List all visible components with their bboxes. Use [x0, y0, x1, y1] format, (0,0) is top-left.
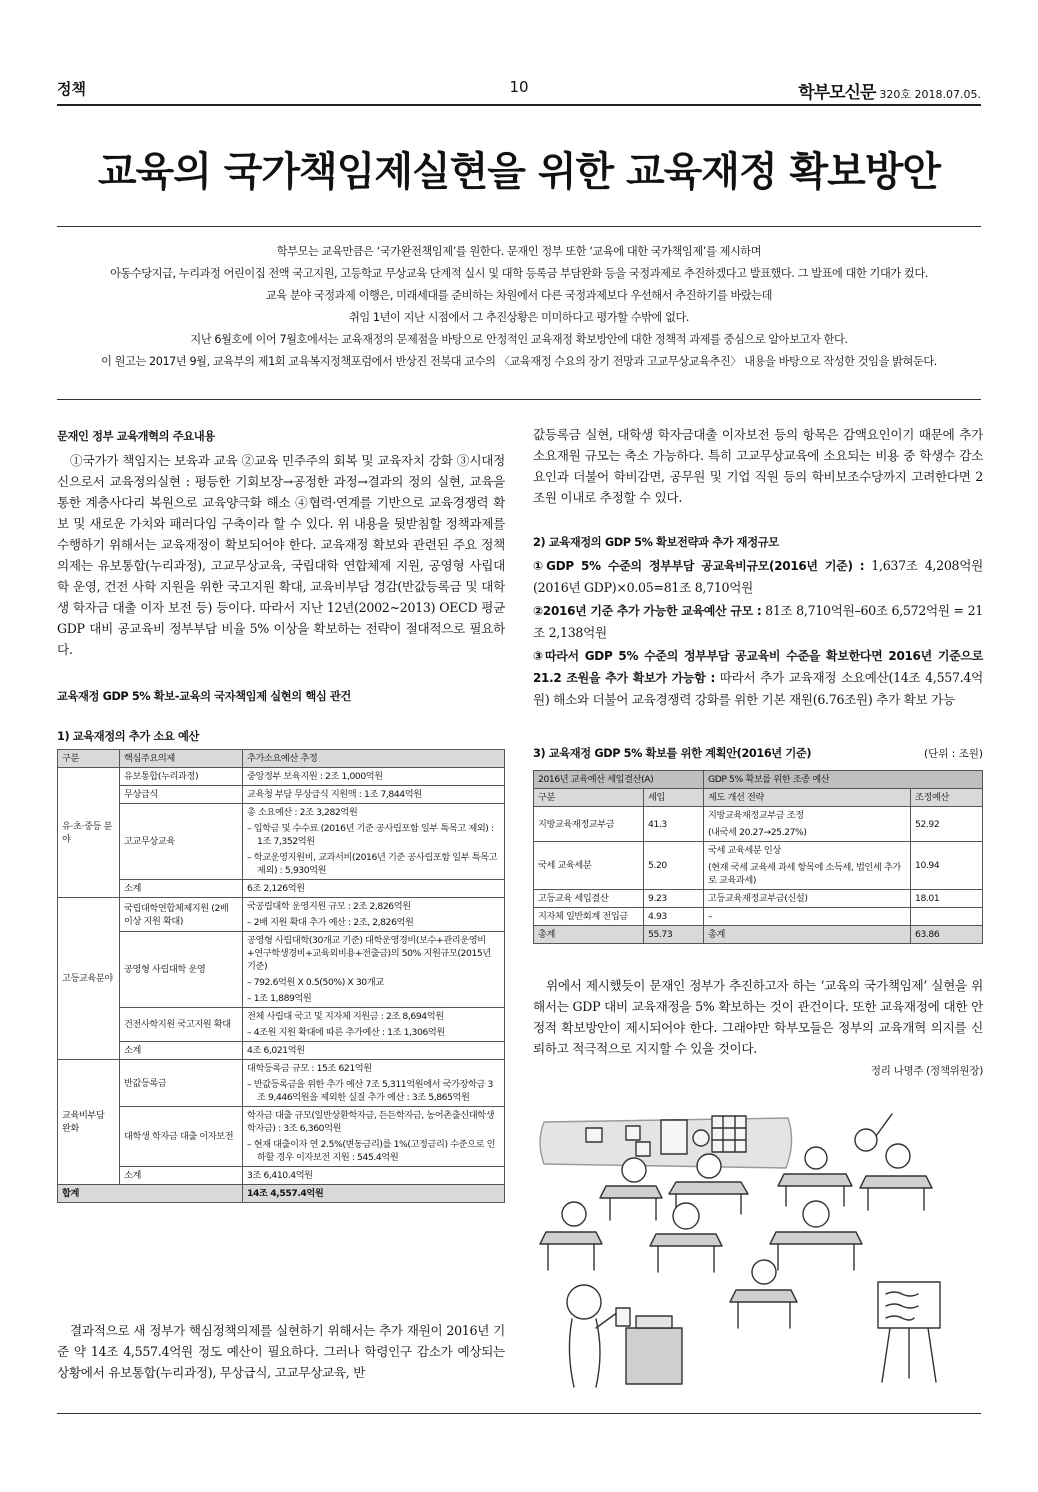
budget-cell [243, 1107, 505, 1167]
classroom-illustration [526, 1102, 956, 1392]
table-row [534, 908, 983, 926]
section-heading: 문재인 정부 교육개혁의 주요내용 [57, 430, 215, 443]
page-header [57, 78, 981, 104]
column-header: 핵심주요의제 [120, 750, 243, 768]
total-value: 55.73 [644, 926, 704, 944]
topic-cell: 대학생 학자금 대출 이자보전 [120, 1107, 243, 1167]
budget-cell: 6조 2,126억원 [243, 880, 505, 898]
revenue-cell: 9.23 [644, 890, 704, 908]
right-column-bottom [533, 975, 983, 1082]
subsection-heading: 3) 교육재정 GDP 5% 확보를 위한 계획안(2016년 기준) [533, 747, 812, 760]
budget-line: – 반값등록금을 위한 추가 예산 7조 5,311억원에서 국가장학금 3조 9,446억원을 제외한 실질 추가 예산 : 3조 5,865억원 [247, 1079, 494, 1103]
strategy-line: 지방교육재정교부금 조정 [708, 810, 804, 821]
budget-cell [243, 898, 505, 932]
right-column [533, 424, 983, 710]
budget-cell [243, 804, 505, 880]
topic-cell: 국립대학연합체제지원 (2배 이상 지원 확대) [120, 898, 243, 932]
masthead [798, 78, 981, 103]
strategy-item [533, 555, 983, 598]
category-cell: 유·초·중등 분야 [58, 768, 120, 898]
table-row [58, 1042, 505, 1060]
topic-cell: 소계 [120, 1042, 243, 1060]
budget-line: – 현재 대출이자 연 2.5%(변동금리)를 1%(고정금리) 수준으로 인하할 경우 이자보전 지원 : 545.4억원 [247, 1139, 496, 1163]
gdp-plan-table [533, 770, 983, 944]
table-row [58, 932, 505, 1008]
item-cell: 지자체 일반회계 전입금 [534, 908, 644, 926]
budget-line: – 792.6억원 X 0.5(50%) X 30개교 [247, 977, 384, 988]
section-label: 정책 [57, 80, 86, 98]
subsection-heading: 2) 교육재정의 GDP 5% 확보전략과 추가 재정규모 [533, 536, 779, 549]
group-header: GDP 5% 확보를 위한 조종 예산 [704, 771, 983, 789]
section-heading: 교육재정 GDP 5% 확보-교육의 국자책임제 실현의 핵심 관건 [57, 690, 351, 703]
category-cell: 교육비부담 완화 [58, 1060, 120, 1185]
masthead-logo: 학부모신문 [798, 83, 876, 103]
topic-cell: 무상급식 [120, 786, 243, 804]
intro-line: 취임 1년이 지난 시점에서 그 추진상황은 미미하다고 평가할 수밖에 없다. [348, 311, 690, 324]
topic-cell: 반값등록금 [120, 1060, 243, 1107]
issue-info: 320호 2018.07.05. [879, 88, 981, 101]
table-row [58, 1008, 505, 1042]
revenue-cell: 4.93 [644, 908, 704, 926]
subsection-heading: 1) 교육재정의 추가 소요 예산 [57, 730, 199, 743]
budget-cell: 4조 6,021억원 [243, 1042, 505, 1060]
article-title: 교육의 국가책임제실현을 위한 교육재정 확보방안 [97, 149, 941, 195]
total-value: 63.86 [911, 926, 983, 944]
intro-rule [57, 399, 981, 400]
strategy-text: 81조 8,710억원–60조 6,572억원 = 21조 2,138억원 [533, 603, 983, 640]
budget-line: 총 소요예산 : 2조 3,282억원 [247, 807, 358, 818]
total-row [58, 1185, 505, 1203]
item-cell: 고등교육 세입결산 [534, 890, 644, 908]
strategy-cell: 고등교육재정교부금(신설) [704, 890, 911, 908]
intro-line: 지난 6월호에 이어 7월호에서는 교육재정의 문제점을 바탕으로 안정적인 교육재정 확보방안에 대한 정책적 과제를 중심으로 알아보고자 한다. [190, 333, 848, 346]
title-rule [57, 226, 981, 227]
budget-cell [243, 1060, 505, 1107]
unit-label: (단위 : 조원) [924, 748, 983, 760]
strategy-label: ①GDP 5% 수준의 정부부담 공교육비규모(2016년 기준) : [533, 559, 865, 573]
column-header: 세입 [644, 789, 704, 807]
column-header: 구분 [58, 750, 120, 768]
adjusted-cell: 52.92 [911, 807, 983, 842]
budget-line: 대학등록금 규모 : 15조 621억원 [247, 1063, 372, 1074]
total-label: 합계 [58, 1185, 243, 1203]
table-row [534, 842, 983, 890]
budget-line: – 2배 지원 확대 추가 예산 : 2조, 2,826억원 [247, 917, 414, 928]
total-label: 총계 [534, 926, 644, 944]
strategy-label: ②2016년 기준 추가 가능한 교육예산 규모 : [533, 604, 762, 618]
item-cell: 지방교육재정교부금 [534, 807, 644, 842]
total-value: 14조 4,557.4억원 [243, 1185, 505, 1203]
body-paragraph: ①국가가 책임지는 보육과 교육 ②교육 민주주의 회복 및 교육자치 강화 ③시대정신으로서 교육정의실현 : 평등한 기회보장→공정한 과정→결과의 정의 실현, 교육을 통한 계층사다리 복원으로 교육양극화 해소 ④협력·연계를 기반으로 교육경쟁력 확보 및 새로운 가치와 패러다임 구축이라 할 수 있다. 위 내용을 뒷받침할 정책과제를 수행하기 위해서는 교육재정이 확보되어야 한다. 교육재정 확보와 관련된 주요 정책의제는 유보통합(누리과정), 고교무상교육, 국립대학 연합체제 지원, 공영형 사립대학 운영, 건전 사학 지원을 위한 국고지원 확대, 교육비부담 경감(반값등록금 및 대학생 학자금 대출 이자 보전 등) 등이다. 따라서 지난 12년(2002~2013) OECD 평균 GDP 대비 공교육비 정부부담 비율 5% 이상을 확보하는 전략이 절대적으로 필요하다. [57, 453, 505, 657]
budget-line: – 1조 1,889억원 [247, 993, 312, 1004]
revenue-cell: 5.20 [644, 842, 704, 890]
budget-cell: 중앙정부 보육지원 : 2조 1,000억원 [243, 768, 505, 786]
topic-cell: 소계 [120, 1167, 243, 1185]
total-row [534, 926, 983, 944]
page-number: 10 [509, 78, 529, 96]
table-row [58, 768, 505, 786]
strategy-item [533, 645, 983, 710]
table-row [534, 807, 983, 842]
strategy-text: 1,637조 4,208억원(2016년 GDP)×0.05=81조 8,710억원 [533, 558, 983, 595]
adjusted-cell: 10.94 [911, 842, 983, 890]
table-row [58, 804, 505, 880]
topic-cell: 공영형 사립대학 운영 [120, 932, 243, 1008]
column-header: 추가소요예산 추정 [243, 750, 505, 768]
intro-line: 이 원고는 2017년 9월, 교육부의 제1회 교육복지정책포럼에서 반상진 전북대 교수의 〈교육재정 수요의 장기 전망과 고교무상교육추진〉 내용을 바탕으로 작성한 것임을 밝혀둔다. [101, 355, 937, 368]
table-row [58, 898, 505, 932]
adjusted-cell: 18.01 [911, 890, 983, 908]
column-header: 제도 개선 전략 [704, 789, 911, 807]
additional-budget-table [57, 749, 505, 1203]
strategy-text: 따라서 추가 교육재정 소요예산(14조 4,557.4억원) 해소와 더불어 교육경쟁력 강화를 위한 기본 재원(6.76조원) 추가 확보 가능 [533, 670, 983, 707]
column-header: 조정예산 [911, 789, 983, 807]
topic-cell: 소계 [120, 880, 243, 898]
budget-line: 전체 사립대 국고 및 지자체 지원금 : 2조 8,694억원 [247, 1011, 444, 1022]
table-row [58, 880, 505, 898]
intro-lead [57, 241, 981, 373]
group-header: 2016년 교육예산 세입결산(A) [534, 771, 704, 789]
body-paragraph: 위에서 제시했듯이 문재인 정부가 추진하고자 하는 ‘교육의 국가책임제’ 실현을 위해서는 GDP 대비 교육재정을 5% 확보하는 것이 관건이다. 또한 교육재정에 대한 안정적 확보방안이 제시되어야 한다. 그래야만 학부모들은 정부의 교육개혁 의지를 신뢰하고 적극적으로 지지할 수 있을 것이다. [533, 978, 983, 1056]
footer-rule [57, 1413, 981, 1414]
budget-line: – 입학금 및 수수료 (2016년 기준 공사립포함 일부 특목고 제외) : 1조 7,352억원 [247, 823, 494, 847]
table-row [534, 890, 983, 908]
item-cell: 국세 교육세분 [534, 842, 644, 890]
table-row [58, 1107, 505, 1167]
intro-line: 교육 분야 국정과제 이행은, 미래세대를 준비하는 차원에서 다른 국정과제보다 우선해서 추진하기를 바랐는데 [265, 289, 773, 302]
column-header: 구분 [534, 789, 644, 807]
strategy-cell: – [704, 908, 911, 926]
table-row [58, 786, 505, 804]
left-column-bottom [57, 1320, 505, 1383]
table2-caption [533, 745, 983, 761]
budget-cell: 3조 6,410.4억원 [243, 1167, 505, 1185]
budget-line: – 4조원 지원 확대에 따른 추가예산 : 1조 1,306억원 [247, 1027, 445, 1038]
body-paragraph: 결과적으로 새 정부가 핵심정책의제를 실현하기 위해서는 추가 재원이 2016년 기준 약 14조 4,557.4억원 정도 예산이 필요하다. 그러나 학령인구 감소가 예상되는 상황에서 유보통합(누리과정), 무상급식, 고교무상교육, 반 [57, 1323, 505, 1380]
strategy-line: 국세 교육세분 인상 [708, 845, 781, 856]
strategy-cell [704, 842, 911, 890]
strategy-cell [704, 807, 911, 842]
strategy-item [533, 600, 983, 643]
budget-cell [243, 1008, 505, 1042]
budget-cell: 교육청 부담 무상급식 지원액 : 1조 7,844억원 [243, 786, 505, 804]
budget-line: 학자금 대출 규모(일반상환학자금, 든든학자금, 농어촌출신대학생학자금) : 3조 6,360억원 [247, 1110, 495, 1134]
intro-line: 학부모는 교육만큼은 ‘국가완전책임제’를 원한다. 문재인 정부 또한 ‘교육에 대한 국가책임제’를 제시하며 [276, 245, 762, 258]
intro-line: 아동수당지급, 누리과정 어린이집 전액 국고지원, 고등학교 무상교육 단계적 실시 및 대학 등록금 부담완화 등을 국정과제로 추진하겠다고 발표했다. 그 발표에 대한 기대가 컸다. [110, 267, 928, 280]
category-cell: 고등교육분야 [58, 898, 120, 1060]
adjusted-cell [911, 908, 983, 926]
strategy-line: (현재 국세 교육세 과세 항목에 소득세, 법인세 추가로 교육과세) [708, 862, 901, 886]
topic-cell: 유보통합(누리과정) [120, 768, 243, 786]
left-column [57, 426, 505, 747]
budget-line: 국공립대학 운영지원 규모 : 2조 2,826억원 [247, 901, 411, 912]
budget-line: 공영형 사립대학(30개교 기준) 대학운영경비(보수+관리운영비+연구학생경비+교육외비용+전출금)의 50% 지원규모(2015년 기준) [247, 935, 491, 972]
byline: 정리 나명주 (정책위원장) [870, 1065, 983, 1077]
topic-cell: 건전사학지원 국고지원 확대 [120, 1008, 243, 1042]
budget-line: – 학교운영지원비, 교과서비(2016년 기준 공사립포함 일부 특목고 제외) : 5,930억원 [247, 852, 498, 876]
body-paragraph: 값등록금 실현, 대학생 학자금대출 이자보전 등의 항목은 감액요인이기 때문에 추가 소요재원 규모는 축소 가능하다. 특히 고교무상교육에 소요되는 비용 중 학생수 감소요인과 더불어 학비감면, 공무원 및 기업 직원 등의 학비보조수당까지 고려한다면 2조원 이내로 추정할 수 있다. [533, 427, 983, 505]
topic-cell: 고교무상교육 [120, 804, 243, 880]
budget-cell [243, 932, 505, 1008]
revenue-cell: 41.3 [644, 807, 704, 842]
total-label: 총계 [704, 926, 911, 944]
table-row [58, 1167, 505, 1185]
strategy-label: ③따라서 GDP 5% 수준의 정부부담 공교육비 수준을 확보한다면 2016년 기준으로 21.2 조원을 추가 확보가 가능함 : [533, 649, 983, 685]
table-row [58, 1060, 505, 1107]
header-rule [57, 104, 981, 106]
strategy-line: (내국세 20.27→25.27%) [708, 827, 807, 838]
